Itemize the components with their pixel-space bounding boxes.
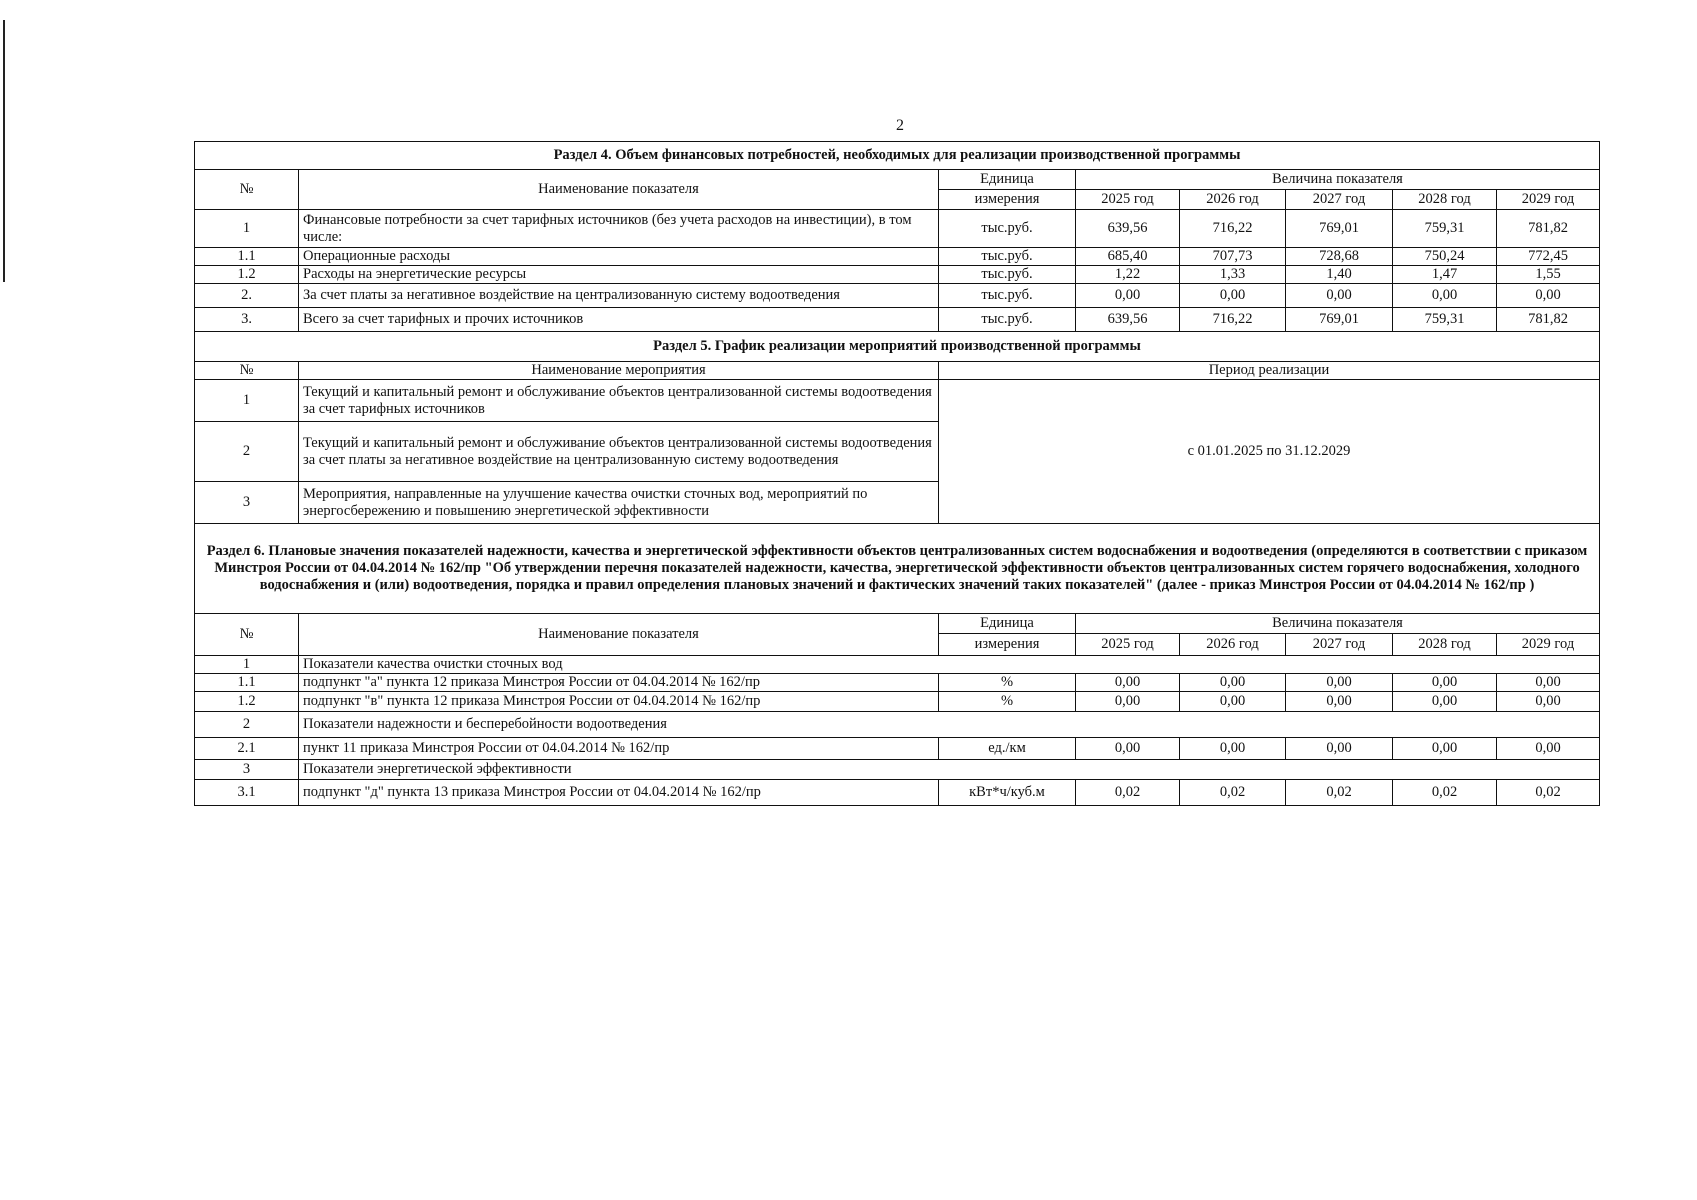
row-no: 1.2 xyxy=(195,266,299,284)
row-value: 716,22 xyxy=(1180,308,1286,332)
row-value: 0,02 xyxy=(1180,780,1286,806)
group-name: Показатели энергетической эффективности xyxy=(299,760,1600,780)
row-no: 2.1 xyxy=(195,738,299,760)
row-value: 769,01 xyxy=(1286,210,1393,248)
section6-head-unit: Единица xyxy=(939,614,1076,634)
row-value: 769,01 xyxy=(1286,308,1393,332)
row-value: 0,00 xyxy=(1180,738,1286,760)
row-value: 0,00 xyxy=(1180,674,1286,692)
row-unit: тыс.руб. xyxy=(939,248,1076,266)
row-no: 1 xyxy=(195,380,299,422)
row-value: 0,02 xyxy=(1497,780,1600,806)
row-value: 0,00 xyxy=(1286,692,1393,712)
group-name: Показатели надежности и бесперебойности водоотведения xyxy=(299,712,1600,738)
table-row xyxy=(195,266,1600,284)
row-unit: % xyxy=(939,692,1076,712)
row-name: подпункт "а" пункта 12 приказа Минстроя России от 04.04.2014 № 162/пр xyxy=(299,674,939,692)
section5-period: с 01.01.2025 по 31.12.2029 xyxy=(939,380,1600,524)
section4-head-unit: Единица xyxy=(939,170,1076,190)
page-number: 2 xyxy=(896,117,904,134)
section5-title: Раздел 5. График реализации мероприятий производственной программы xyxy=(195,332,1600,362)
section6-head-name: Наименование показателя xyxy=(299,614,939,656)
row-value: 0,00 xyxy=(1076,692,1180,712)
row-name: подпункт "в" пункта 12 приказа Минстроя России от 04.04.2014 № 162/пр xyxy=(299,692,939,712)
row-value: 781,82 xyxy=(1497,210,1600,248)
row-value: 759,31 xyxy=(1393,210,1497,248)
row-no: 2. xyxy=(195,284,299,308)
row-no: 3 xyxy=(195,760,299,780)
section6-title: Раздел 6. Плановые значения показателей надежности, качества и энергетической эффективности объектов централизованных систем водоснабжения и водоотведения (определяются в соответствии с приказом Минстроя России от 04.04.2014 № 162/пр "Об утверждении перечня показателей надежности, качества, энергетической эффективности объектов централизованных систем горячего водоснабжения, холодного водоснабжения и (или) водоотведения, порядка и правил определения плановых значений и фактических значений таких показателей" (далее - приказ Минстроя России от 04.04.2014 № 162/пр ) xyxy=(195,524,1600,614)
row-value: 0,00 xyxy=(1076,284,1180,308)
row-unit: тыс.руб. xyxy=(939,210,1076,248)
section5-head-name: Наименование мероприятия xyxy=(299,362,939,380)
section4-head-unit-2: измерения xyxy=(939,190,1076,210)
table-row xyxy=(195,712,1600,738)
row-no: 1 xyxy=(195,210,299,248)
section6-year: 2027 год xyxy=(1286,634,1393,656)
row-unit: тыс.руб. xyxy=(939,266,1076,284)
row-value: 0,00 xyxy=(1497,674,1600,692)
row-no: 2 xyxy=(195,422,299,482)
row-value: 0,02 xyxy=(1076,780,1180,806)
row-unit: % xyxy=(939,674,1076,692)
row-value: 1,40 xyxy=(1286,266,1393,284)
row-name: Текущий и капитальный ремонт и обслуживание объектов централизованной системы водоотведения за счет тарифных источников xyxy=(299,380,939,422)
section6-head-value: Величина показателя xyxy=(1076,614,1600,634)
section4-year: 2026 год xyxy=(1180,190,1286,210)
row-no: 1.2 xyxy=(195,692,299,712)
section4-year: 2028 год xyxy=(1393,190,1497,210)
row-name: Операционные расходы xyxy=(299,248,939,266)
section4-year: 2025 год xyxy=(1076,190,1180,210)
row-value: 639,56 xyxy=(1076,210,1180,248)
row-value: 0,00 xyxy=(1497,738,1600,760)
section5-head-period: Период реализации xyxy=(939,362,1600,380)
row-name: пункт 11 приказа Минстроя России от 04.04.2014 № 162/пр xyxy=(299,738,939,760)
row-value: 0,00 xyxy=(1180,692,1286,712)
row-value: 0,00 xyxy=(1497,284,1600,308)
row-value: 759,31 xyxy=(1393,308,1497,332)
row-value: 781,82 xyxy=(1497,308,1600,332)
row-value: 772,45 xyxy=(1497,248,1600,266)
row-unit: тыс.руб. xyxy=(939,308,1076,332)
section6-head-no: № xyxy=(195,614,299,656)
row-unit: кВт*ч/куб.м xyxy=(939,780,1076,806)
row-value: 1,33 xyxy=(1180,266,1286,284)
table-row xyxy=(195,738,1600,760)
row-value: 0,00 xyxy=(1076,738,1180,760)
table-row xyxy=(195,210,1600,248)
row-value: 0,02 xyxy=(1393,780,1497,806)
section4-year: 2029 год xyxy=(1497,190,1600,210)
row-value: 0,00 xyxy=(1393,692,1497,712)
table-row xyxy=(195,248,1600,266)
row-value: 0,00 xyxy=(1393,738,1497,760)
section6-year: 2026 год xyxy=(1180,634,1286,656)
section4-head-name: Наименование показателя xyxy=(299,170,939,210)
row-name: Всего за счет тарифных и прочих источников xyxy=(299,308,939,332)
row-value: 639,56 xyxy=(1076,308,1180,332)
row-value: 716,22 xyxy=(1180,210,1286,248)
section5-head-no: № xyxy=(195,362,299,380)
row-value: 0,02 xyxy=(1286,780,1393,806)
row-name: Мероприятия, направленные на улучшение качества очистки сточных вод, мероприятий по энергосбережению и повышению энергетической эффективности xyxy=(299,482,939,524)
row-no: 1.1 xyxy=(195,248,299,266)
row-value: 1,55 xyxy=(1497,266,1600,284)
table-row xyxy=(195,380,1600,422)
row-value: 0,00 xyxy=(1076,674,1180,692)
row-value: 0,00 xyxy=(1393,284,1497,308)
row-value: 1,47 xyxy=(1393,266,1497,284)
row-unit: тыс.руб. xyxy=(939,284,1076,308)
row-no: 3. xyxy=(195,308,299,332)
section6-year: 2029 год xyxy=(1497,634,1600,656)
row-no: 3 xyxy=(195,482,299,524)
table-row xyxy=(195,780,1600,806)
program-table xyxy=(194,141,1600,806)
row-value: 0,00 xyxy=(1286,738,1393,760)
row-value: 707,73 xyxy=(1180,248,1286,266)
row-name: подпункт "д" пункта 13 приказа Минстроя России от 04.04.2014 № 162/пр xyxy=(299,780,939,806)
table-row xyxy=(195,656,1600,674)
row-name: Финансовые потребности за счет тарифных источников (без учета расходов на инвестиции), в том числе: xyxy=(299,210,939,248)
section6-year: 2028 год xyxy=(1393,634,1497,656)
row-name: За счет платы за негативное воздействие на централизованную систему водоотведения xyxy=(299,284,939,308)
row-value: 0,00 xyxy=(1286,674,1393,692)
scan-margin-line xyxy=(3,20,5,282)
section6-year: 2025 год xyxy=(1076,634,1180,656)
row-no: 2 xyxy=(195,712,299,738)
section4-year: 2027 год xyxy=(1286,190,1393,210)
row-value: 0,00 xyxy=(1497,692,1600,712)
row-value: 750,24 xyxy=(1393,248,1497,266)
row-name: Расходы на энергетические ресурсы xyxy=(299,266,939,284)
table-row xyxy=(195,674,1600,692)
table-row xyxy=(195,760,1600,780)
row-no: 1 xyxy=(195,656,299,674)
section4-title: Раздел 4. Объем финансовых потребностей, необходимых для реализации производственной программы xyxy=(195,142,1600,170)
row-name: Текущий и капитальный ремонт и обслуживание объектов централизованной системы водоотведения за счет платы за негативное воздействие на централизованную систему водоотведения xyxy=(299,422,939,482)
row-value: 1,22 xyxy=(1076,266,1180,284)
row-unit: ед./км xyxy=(939,738,1076,760)
row-value: 0,00 xyxy=(1393,674,1497,692)
row-value: 728,68 xyxy=(1286,248,1393,266)
section4-head-no: № xyxy=(195,170,299,210)
row-no: 3.1 xyxy=(195,780,299,806)
row-no: 1.1 xyxy=(195,674,299,692)
row-value: 0,00 xyxy=(1286,284,1393,308)
section4-head-value: Величина показателя xyxy=(1076,170,1600,190)
group-name: Показатели качества очистки сточных вод xyxy=(299,656,1600,674)
table-row xyxy=(195,284,1600,308)
section6-head-unit-2: измерения xyxy=(939,634,1076,656)
table-row xyxy=(195,308,1600,332)
table-row xyxy=(195,692,1600,712)
row-value: 0,00 xyxy=(1180,284,1286,308)
row-value: 685,40 xyxy=(1076,248,1180,266)
